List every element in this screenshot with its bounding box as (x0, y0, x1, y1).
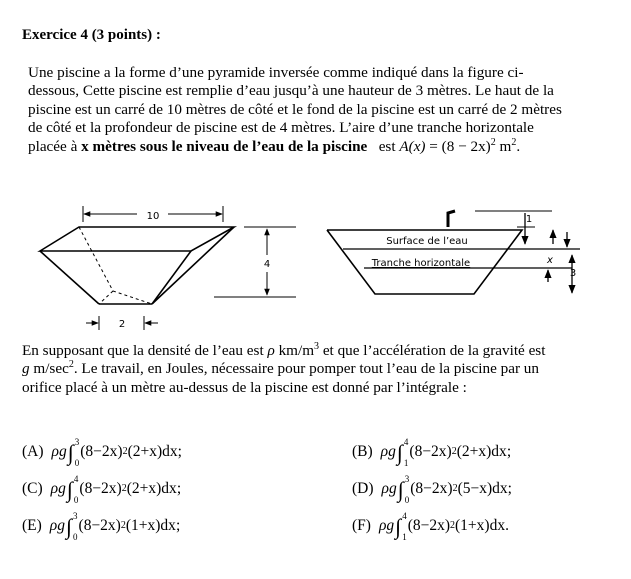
water-depth-label: 3 (569, 268, 577, 279)
pool-edge-back-right (152, 227, 234, 304)
exercise-title: Exercice 4 (3 points) : (22, 27, 161, 43)
pool-rim (40, 227, 234, 251)
top-width-label: 10 (146, 211, 160, 222)
work-line-1: En supposant que la densité de l’eau est ρ $km/m^3$ et que l’accélération de la gravité est (22, 340, 546, 359)
bottom-width-label: 2 (118, 319, 126, 330)
outlet-pipe (448, 211, 455, 227)
intro-line-2: dessous, Cette piscine est remplie d’eau jusqu’à une hauteur de 3 mètres. Le haut de la (28, 82, 554, 100)
pool-edge-left (40, 251, 99, 304)
pool-edge-right (152, 251, 191, 304)
slice-label: Tranche horizontale (371, 258, 471, 269)
inverted-pyramid-figure (40, 206, 296, 330)
intro-line-4: de côté et la profondeur de piscine est de 4 mètres. L’aire d’une tranche horizontale (28, 119, 534, 137)
area-function: A(x) (399, 137, 426, 155)
pool-height-label: 4 (263, 259, 271, 270)
cross-section-figure (327, 211, 580, 294)
hidden-edges (79, 227, 152, 304)
work-line-2: g $m/\sec^2$. Le travail, en Joules, nécessaire pour pomper tout l’eau de la piscine par un (22, 359, 539, 378)
work-line-3: orifice placé à un mètre au-dessus de la piscine est donné par l’intégrale : (22, 378, 467, 396)
answer-choice-f[interactable]: (F) ρg ∫ 4 1 (8−2x) 2 (1+x)dx . (352, 511, 509, 542)
bold-phrase: x mètres sous le niveau de l’eau de la piscine (81, 137, 368, 155)
intro-line-1: Une piscine a la forme d’une pyramide inversée comme indiqué dans la figure ci- (28, 64, 524, 81)
answer-choice-c[interactable]: (C) ρg ∫ 4 0 (8−2x) 2 (2+x)dx ; (22, 474, 182, 505)
surface-label: Surface de l’eau (386, 236, 468, 247)
answer-choice-a[interactable]: (A) ρg ∫ 3 0 (8−2x) 2 (2+x)dx ; (22, 437, 182, 468)
top-gap-label: 1 (525, 214, 533, 225)
work-statement (22, 342, 607, 397)
answer-choice-d[interactable]: (D) ρg ∫ 3 0 (8−2x) 2 (5−x)dx ; (352, 474, 512, 505)
intro-line-5: placée à x mètres sous le niveau de l’eau de la piscine est $A(x) = (8 - 2x)^2$ $m^2$. (28, 136, 521, 155)
x-depth-label: x (547, 255, 553, 266)
intro-line-3: piscine est un carré de 10 mètres de côté et le fond de la piscine est un carré de 2 mètres (28, 100, 562, 118)
answer-choice-e[interactable]: (E) ρg ∫ 3 0 (8−2x) 2 (1+x)dx ; (22, 511, 181, 542)
answer-choice-b[interactable]: (B) ρg ∫ 4 1 (8−2x) 2 (2+x)dx ; (352, 437, 512, 468)
